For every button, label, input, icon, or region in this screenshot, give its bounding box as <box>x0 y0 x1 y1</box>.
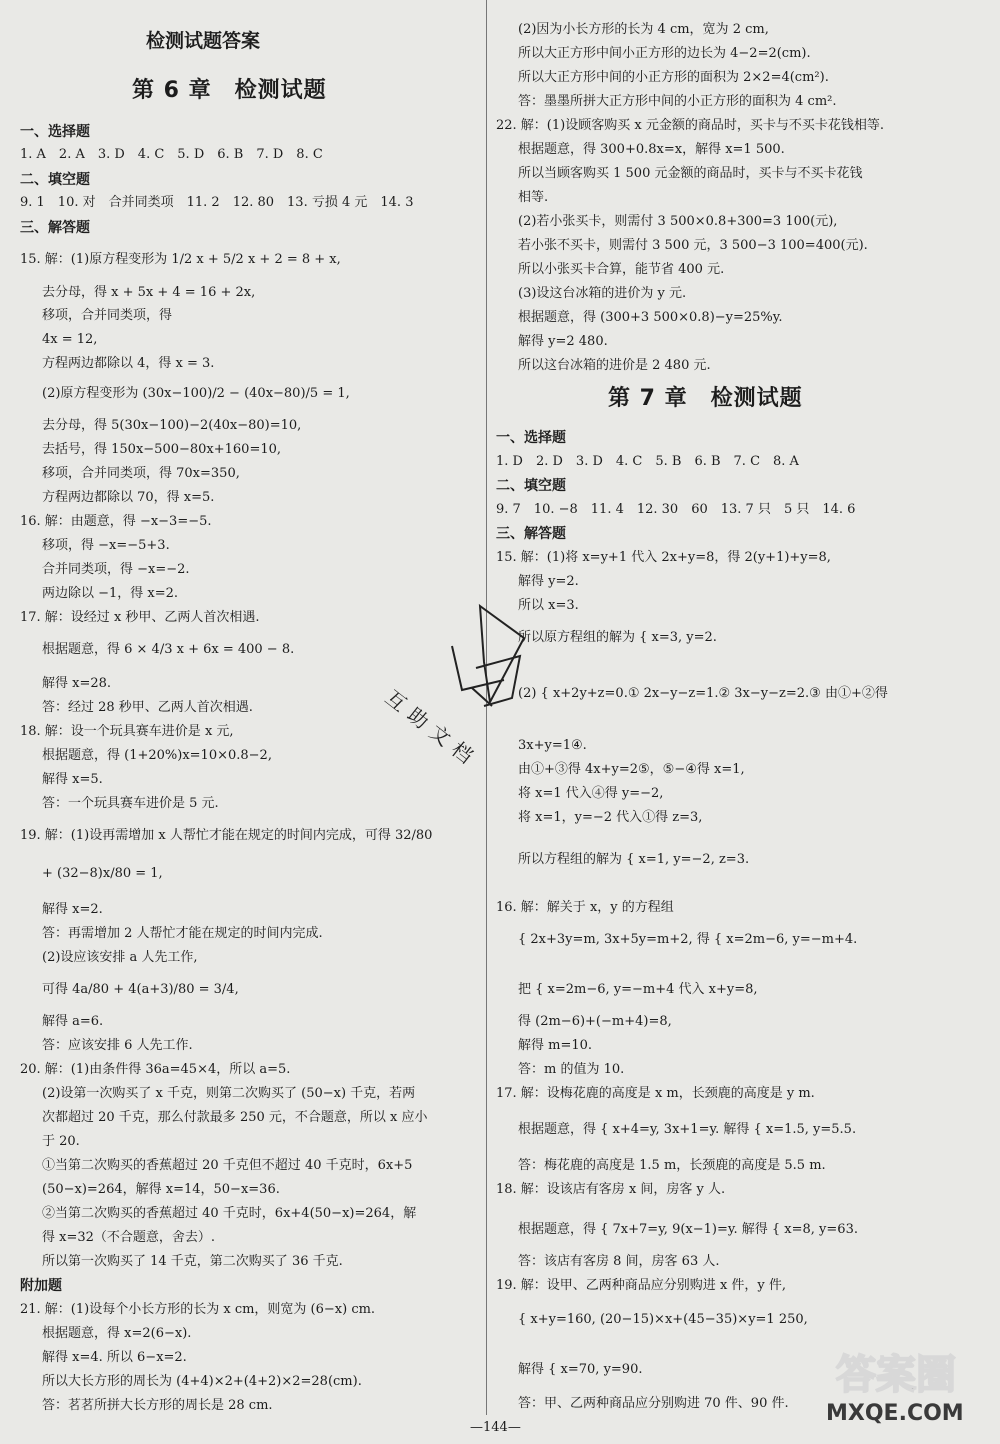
handwritten-watermark <box>380 598 542 778</box>
answer-line: 解得 x=5. <box>42 772 103 787</box>
answer-line: 所以第一次购买了 14 千克，第二次购买了 36 千克. <box>42 1254 343 1269</box>
answer-line: 移项，合并同类项，得 70x=350, <box>42 466 240 481</box>
answer-line: 根据题意，得 300+0.8x=x，解得 x=1 500. <box>518 142 785 157</box>
answer-line: 答：梅花鹿的高度是 1.5 m，长颈鹿的高度是 5.5 m. <box>518 1158 826 1173</box>
answer-line: 去分母，得 x + 5x + 4 = 16 + 2x, <box>42 285 256 300</box>
answer-line: 解得 x=4. 所以 6−x=2. <box>42 1350 187 1365</box>
section-heading: 三、解答题 <box>20 220 90 236</box>
answer-line: 所以大正方形中间的小正方形的面积为 2×2=4(cm²). <box>518 70 829 85</box>
chapter-heading: 第 7 章 检测试题 <box>608 386 803 411</box>
answer-line: 将 x=1 代入④得 y=−2, <box>518 786 664 801</box>
answer-line: 所以方程组的解为 { x=1, y=−2, z=3. <box>518 852 750 867</box>
answer-line: 解得 m=10. <box>518 1038 593 1053</box>
answer-line: 两边除以 −1，得 x=2. <box>42 586 179 601</box>
answer-line: ②当第二次购买的香蕉超过 40 千克时，6x+4(50−x)=264，解 <box>42 1206 417 1221</box>
answer-line: 把 { x=2m−6, y=−m+4 代入 x+y=8, <box>518 982 758 997</box>
stamp-logo-text: 答案圈 <box>836 1352 956 1398</box>
answer-line: 答：经过 28 秒甲、乙两人首次相遇. <box>42 700 253 715</box>
answer-line: 17. 解：设梅花鹿的高度是 x m，长颈鹿的高度是 y m. <box>496 1086 815 1101</box>
answer-line: ①当第二次购买的香蕉超过 20 千克但不超过 40 千克时，6x+5 <box>42 1158 413 1173</box>
answer-line: 答：m 的值为 10. <box>518 1062 625 1077</box>
answer-line: + (32−8)x/80 = 1, <box>42 866 163 881</box>
chapter-heading: 第 6 章 检测试题 <box>132 78 327 103</box>
answer-line: 方程两边都除以 70，得 x=5. <box>42 490 215 505</box>
answer-line: 所以大正方形中间小正方形的边长为 4−2=2(cm). <box>518 46 811 61</box>
answer-line: 根据题意，得 6 × 4/3 x + 6x = 400 − 8. <box>42 642 295 657</box>
answer-line: 21. 解：(1)设每个小长方形的长为 x cm，则宽为 (6−x) cm. <box>20 1302 376 1317</box>
answer-line: 17. 解：设经过 x 秒甲、乙两人首次相遇. <box>20 610 260 625</box>
answer-line: (2) { x+2y+z=0.① 2x−y−z=1.② 3x−y−z=2.③ 由①+②得 <box>518 686 888 701</box>
answer-line: 19. 解：设甲、乙两种商品应分别购进 x 件，y 件, <box>496 1278 787 1293</box>
answer-line: 次都超过 20 千克，那么付款最多 250 元，不合题意，所以 x 应小 <box>42 1110 428 1125</box>
answer-line: 方程两边都除以 4，得 x = 3. <box>42 356 215 371</box>
answer-line: 去括号，得 150x−500−80x+160=10, <box>42 442 282 457</box>
answer-line: 18. 解：设该店有客房 x 间，房客 y 人. <box>496 1182 726 1197</box>
answer-line: { 2x+3y=m, 3x+5y=m+2, 得 { x=2m−6, y=−m+4. <box>518 932 858 947</box>
answer-line: 根据题意，得 (1+20%)x=10×0.8−2, <box>42 748 272 763</box>
answer-line: 由①+③得 4x+y=2⑤，⑤−④得 x=1, <box>518 762 745 777</box>
watermark-text: 互助文档 <box>380 685 484 774</box>
answer-line: 得 x=32（不合题意，舍去）. <box>42 1230 216 1245</box>
answer-line: 解得 a=6. <box>42 1014 104 1029</box>
page-number: —144— <box>470 1420 521 1435</box>
answer-line: 15. 解：(1)将 x=y+1 代入 2x+y=8，得 2(y+1)+y=8, <box>496 550 831 565</box>
answer-line: 合并同类项，得 −x=−2. <box>42 562 190 577</box>
answer-line: 根据题意，得 (300+3 500×0.8)−y=25%y. <box>518 310 783 325</box>
answer-line: 所以当顾客购买 1 500 元金额的商品时，买卡与不买卡花钱 <box>518 166 863 181</box>
answer-line: 答：再需增加 2 人帮忙才能在规定的时间内完成. <box>42 926 323 941</box>
answer-line: 1. D 2. D 3. D 4. C 5. B 6. B 7. C 8. A <box>496 454 799 469</box>
document-title: 检测试题答案 <box>146 30 261 52</box>
answer-line: 答：该店有客房 8 间，房客 63 人. <box>518 1254 720 1269</box>
answer-line: (2)原方程变形为 (30x−100)/2 − (40x−80)/5 = 1, <box>42 386 350 401</box>
answer-line: 于 20. <box>42 1134 80 1149</box>
answer-line: 22. 解：(1)设顾客购买 x 元金额的商品时，买卡与不买卡花钱相等. <box>496 118 884 133</box>
answer-line: 将 x=1，y=−2 代入①得 z=3, <box>518 810 703 825</box>
section-heading: 二、填空题 <box>20 172 90 188</box>
answer-line: 得 (2m−6)+(−m+4)=8, <box>518 1014 672 1029</box>
answer-line: 答：应该安排 6 人先工作. <box>42 1038 193 1053</box>
section-heading: 一、选择题 <box>20 124 90 140</box>
answer-line: 9. 1 10. 对 合并同类项 11. 2 12. 80 13. 亏损 4 元 14. 3 <box>20 195 414 210</box>
section-heading: 三、解答题 <box>496 526 566 542</box>
answer-line: 解得 x=2. <box>42 902 103 917</box>
answer-line: 所以大长方形的周长为 (4+4)×2+(4+2)×2=28(cm). <box>42 1374 362 1389</box>
answer-line: 根据题意，得 { x+4=y, 3x+1=y. 解得 { x=1.5, y=5.5. <box>518 1122 857 1137</box>
answer-line: (50−x)=264，解得 x=14，50−x=36. <box>42 1182 280 1197</box>
answer-line: 相等. <box>518 190 549 205</box>
answer-line: 去分母，得 5(30x−100)−2(40x−80)=10, <box>42 418 302 433</box>
answer-line: 20. 解：(1)由条件得 36a=45×4，所以 a=5. <box>20 1062 291 1077</box>
answer-line: 答：茗茗所拼大长方形的周长是 28 cm. <box>42 1398 273 1413</box>
section-heading: 一、选择题 <box>496 430 566 446</box>
answer-line: (2)设应该安排 a 人先工作, <box>42 950 198 965</box>
answer-line: 可得 4a/80 + 4(a+3)/80 = 3/4, <box>42 982 239 997</box>
answer-line: 所以小张买卡合算，能节省 400 元. <box>518 262 725 277</box>
answer-line: 9. 7 10. −8 11. 4 12. 30 60 13. 7 只 5 只 14. 6 <box>496 502 856 517</box>
answer-line: 所以原方程组的解为 { x=3, y=2. <box>518 630 717 645</box>
answer-line: 答：一个玩具赛车进价是 5 元. <box>42 796 219 811</box>
stamp-url-text: MXQE.COM <box>826 1401 964 1426</box>
answer-line: 解得 y=2. <box>518 574 579 589</box>
answer-line: 4x = 12, <box>42 332 98 347</box>
answer-line: 1. A 2. A 3. D 4. C 5. D 6. B 7. D 8. C <box>20 147 323 162</box>
answer-line: { x+y=160, (20−15)×x+(45−35)×y=1 250, <box>518 1312 808 1327</box>
answer-line: 所以这台冰箱的进价是 2 480 元. <box>518 358 711 373</box>
answer-line: 移项，合并同类项，得 <box>42 308 173 323</box>
answer-line: 解得 { x=70, y=90. <box>518 1362 643 1377</box>
answer-line: 解得 y=2 480. <box>518 334 608 349</box>
answer-line: (2)因为小长方形的长为 4 cm，宽为 2 cm, <box>518 22 769 37</box>
answer-line: 移项，得 −x=−5+3. <box>42 538 170 553</box>
answer-line: (3)设这台冰箱的进价为 y 元. <box>518 286 687 301</box>
answer-line: 16. 解：解关于 x，y 的方程组 <box>496 900 674 915</box>
answer-line: 根据题意，得 { 7x+7=y, 9(x−1)=y. 解得 { x=8, y=63. <box>518 1222 858 1237</box>
answer-line: 根据题意，得 x=2(6−x). <box>42 1326 192 1341</box>
answer-line: 19. 解：(1)设再需增加 x 人帮忙才能在规定的时间内完成，可得 32/80 <box>20 828 433 843</box>
section-heading: 附加题 <box>20 1278 62 1294</box>
answer-line: (2)设第一次购买了 x 千克，则第二次购买了 (50−x) 千克，若两 <box>42 1086 416 1101</box>
site-logo-stamp <box>822 1352 992 1438</box>
answer-line: 18. 解：设一个玩具赛车进价是 x 元, <box>20 724 234 739</box>
answer-line: 3x+y=1④. <box>518 738 587 753</box>
answer-line: 所以 x=3. <box>518 598 579 613</box>
answer-line: 若小张不买卡，则需付 3 500 元，3 500−3 100=400(元). <box>518 238 868 253</box>
answer-line: 16. 解：由题意，得 −x−3=−5. <box>20 514 212 529</box>
answer-line: 解得 x=28. <box>42 676 112 691</box>
answer-line: 答：甲、乙两种商品应分别购进 70 件、90 件. <box>518 1396 789 1411</box>
section-heading: 二、填空题 <box>496 478 566 494</box>
answer-line: 15. 解：(1)原方程变形为 1/2 x + 5/2 x + 2 = 8 + x, <box>20 252 341 267</box>
answer-line: 答：墨墨所拼大正方形中间的小正方形的面积为 4 cm². <box>518 94 837 109</box>
answer-line: (2)若小张买卡，则需付 3 500×0.8+300=3 100(元), <box>518 214 838 229</box>
